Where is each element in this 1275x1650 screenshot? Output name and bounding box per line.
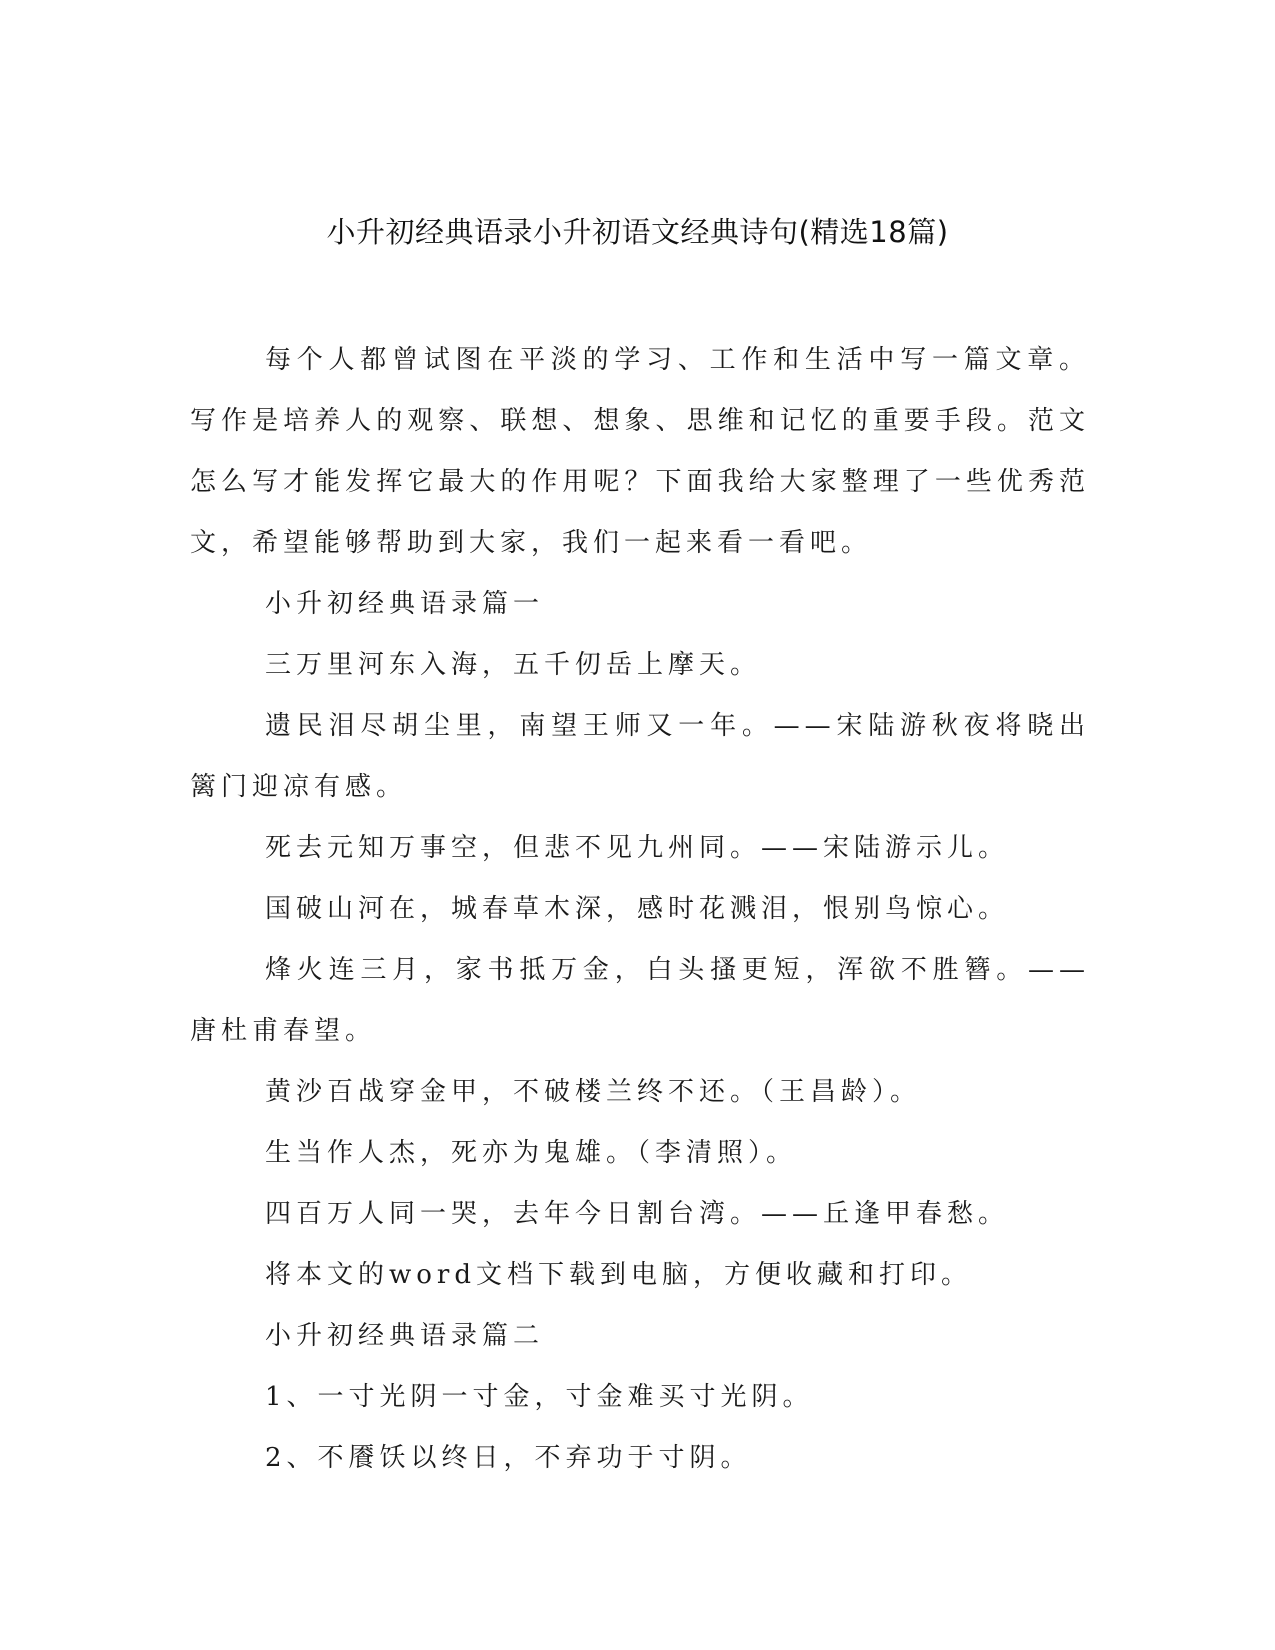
quote-paragraph: 国破山河在，城春草木深，感时花溅泪，恨别鸟惊心。 (265, 894, 1010, 924)
quote-paragraph: 死去元知万事空，但悲不见九州同。——宋陆游示儿。 (265, 833, 1010, 863)
quote-paragraph: 遗民泪尽胡尘里，南望王师又一年。——宋陆游秋夜将晓出篱门迎凉有感。 (190, 711, 1090, 802)
document-body (190, 330, 1090, 1489)
quote-paragraph: 2、不餍饫以终日，不弃功于寸阴。 (265, 1443, 752, 1473)
document-title: 小升初经典语录小升初语文经典诗句(精选18篇) (326, 215, 949, 249)
quote-paragraph: 黄沙百战穿金甲，不破楼兰终不还。（王昌龄）。 (265, 1077, 922, 1107)
quote-paragraph: 三万里河东入海，五千仞岳上摩天。 (265, 650, 762, 680)
quote-paragraph: 烽火连三月，家书抵万金，白头搔更短，浑欲不胜簪。——唐杜甫春望。 (190, 955, 1090, 1046)
quote-paragraph: 1、一寸光阴一寸金，寸金难买寸光阴。 (265, 1382, 814, 1412)
section-heading-1: 小升初经典语录篇一 (265, 589, 545, 619)
download-note: 将本文的word文档下载到电脑，方便收藏和打印。 (265, 1260, 972, 1290)
quote-paragraph: 生当作人杰，死亦为鬼雄。（李清照）。 (265, 1138, 798, 1168)
intro-paragraph: 每个人都曾试图在平淡的学习、工作和生活中写一篇文章。写作是培养人的观察、联想、想象、思维和记忆的重要手段。范文怎么写才能发挥它最大的作用呢？下面我给大家整理了一些优秀范文，希望能够帮助到大家，我们一起来看一看吧。 (190, 345, 1090, 558)
quote-paragraph: 四百万人同一哭，去年今日割台湾。——丘逢甲春愁。 (265, 1199, 1010, 1229)
section-heading-2: 小升初经典语录篇二 (265, 1321, 545, 1351)
